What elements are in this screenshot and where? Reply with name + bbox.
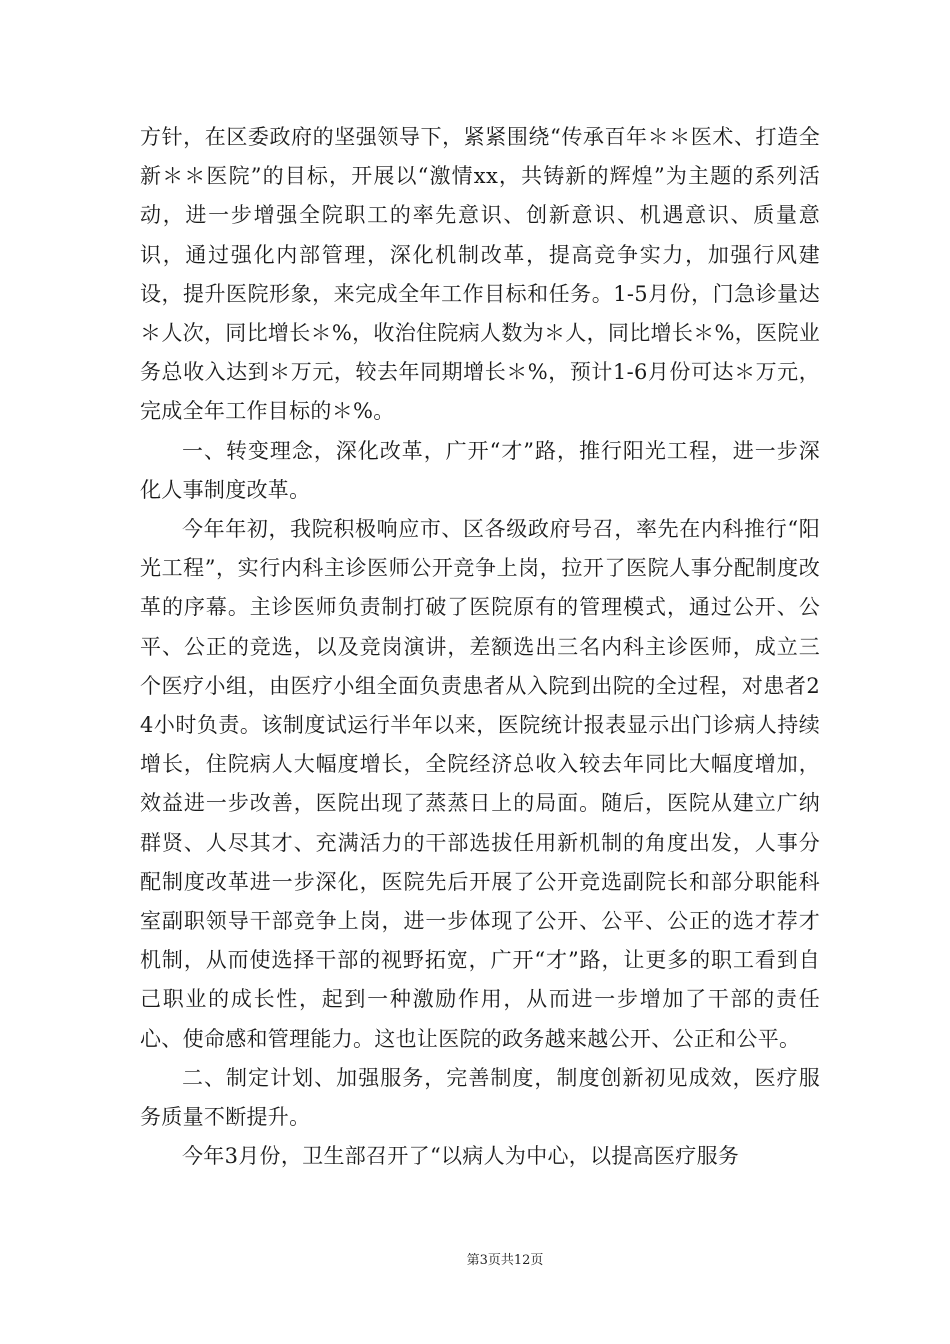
paragraph-5: 今年3月份，卫生部召开了“以病人为中心，以提高医疗服务 — [182, 1144, 740, 1169]
paragraph-2-heading-one: 一、转变理念，深化改革，广开“才”路，推行阳光工程，进一步深化人事制度改革。 — [140, 438, 820, 502]
page-number-footer: 第3页共12页 — [466, 1253, 544, 1268]
paragraph-4-heading-two: 二、制定计划、加强服务，完善制度，制度创新初见成效，医疗服务质量不断提升。 — [140, 1065, 820, 1130]
paragraph-1: 方针，在区委政府的坚强领导下，紧紧围绕“传承百年＊＊医术、打造全新＊＊医院”的目标，开展以“激情xx，共铸新的辉煌”为主题的系列活动，进一步增强全院职工的率先意识、创新意识、机遇意识、质量意识，通过强化内部管理，深化机制改革，提高竞争实力，加强行风建设，提升医院形象，来完成全年工作目标和任务。1-5月份，门急诊量达＊人次，同比增长＊%，收治住院病人数为＊人，同比增长＊%，医院业务总收入达到＊万元，较去年同期增长＊%，预计1-6月份可达＊万元，完成全年工作目标的＊%。 — [140, 125, 820, 424]
paragraph-3: 今年年初，我院积极响应市、区各级政府号召，率先在内科推行“阳光工程”，实行内科主诊医师公开竞争上岗，拉开了医院人事分配制度改革的序幕。主诊医师负责制打破了医院原有的管理模式，通过公开、公平、公正的竞选，以及竞岗演讲，差额选出三名内科主诊医师，成立三个医疗小组，由医疗小组全面负责患者从入院到出院的全过程，对患者24小时负责。该制度试运行半年以来，医院统计报表显示出门诊病人持续增长，住院病人大幅度增长，全院经济总收入较去年同比大幅度增加，效益进一步改善，医院出现了蒸蒸日上的局面。随后，医院从建立广纳群贤、人尽其才、充满活力的干部选拔任用新机制的角度出发，人事分配制度改革进一步深化，医院先后开展了公开竞选副院长和部分职能科室副职领导干部竞争上岗，进一步体现了公开、公平、公正的选才荐才机制，从而使选择干部的视野拓宽，广开“才”路，让更多的职工看到自己职业的成长性，起到一种激励作用，从而进一步增加了干部的责任心、使命感和管理能力。这也让医院的政务越来越公开、公正和公平。 — [140, 517, 820, 1051]
document-body — [140, 118, 820, 1176]
